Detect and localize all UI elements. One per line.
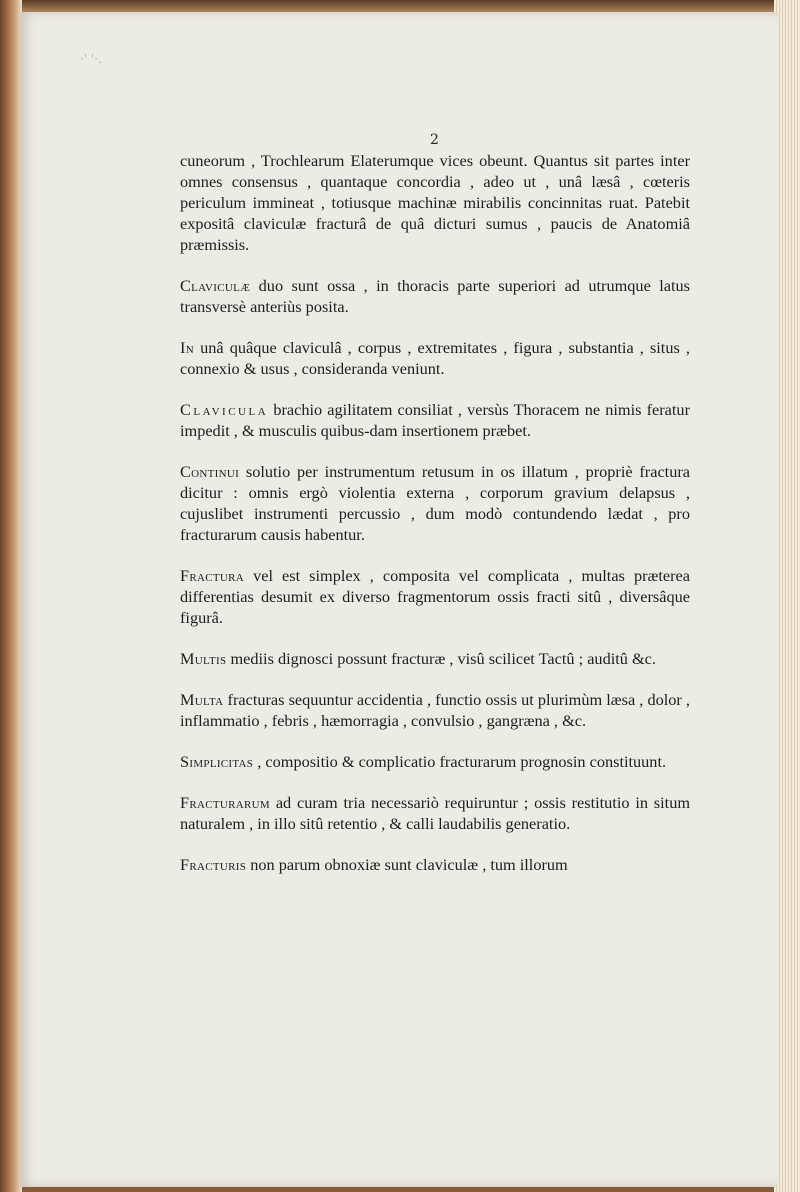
paragraph — [180, 275, 690, 317]
paragraph — [180, 689, 690, 731]
page-number: 2 — [430, 132, 439, 148]
paragraph-text: cuneorum , Trochlearum Elaterumque vices obeunt. Quantus sit partes inter omnes consensus , quantaque concordia , adeo ut , unâ læsâ , cœteris periculum immineat , totiusque machinæ mirabilis concinnitas ruat. Patebit expositâ claviculæ fracturâ de quâ dicturi sumus , paucis de Anatomiâ præmissis. — [180, 151, 690, 254]
text-body — [180, 150, 690, 895]
paragraph-lead: Simplicitas — [180, 752, 254, 771]
paragraph-text: vel est simplex , composita vel complicata , multas præterea differentias desumit ex diverso fragmentorum ossis fracti sitû , diversâque figurâ. — [180, 566, 690, 627]
paragraph — [180, 150, 690, 255]
paragraph-text: fracturas sequuntur accidentia , functio ossis ut plurimùm læsa , dolor , inflammatio , febris , hæmorragia , convulsio , gangræna , &c. — [180, 690, 690, 730]
paragraph — [180, 399, 690, 441]
paragraph-text: solutio per instrumentum retusum in os illatum , propriè fractura dicitur : omnis ergò violentia externa , corporum gravium delapsus , cujuslibet instrumenti percussio , dum modò contundendo lædat , pro fracturarum causis habentur. — [180, 462, 690, 544]
paragraph-text: , compositio & complicatio fracturarum prognosin constituunt. — [253, 752, 667, 771]
paragraph-text: ad curam tria necessariò requiruntur ; ossis restitutio in situm naturalem , in illo sitû retentio , & calli laudabilis generatio. — [180, 793, 690, 833]
paragraph-lead: In — [180, 338, 194, 357]
paragraph-lead: Fracturis — [180, 855, 247, 874]
paragraph-text: unâ quâque claviculâ , corpus , extremitates , figura , substantia , situs , connexio & usus , consideranda veniunt. — [180, 338, 690, 378]
paragraph-text: non parum obnoxiæ sunt claviculæ , tum illorum — [246, 855, 568, 874]
ink-smudge: ·' '·. — [80, 52, 102, 66]
book-gutter — [0, 0, 22, 1192]
paragraph — [180, 751, 690, 772]
paragraph-lead: Claviculæ — [180, 276, 251, 295]
paragraph-text: mediis dignosci possunt fracturæ , visû scilicet Tactû ; auditû &c. — [226, 649, 656, 668]
paragraph-lead: Multis — [180, 649, 227, 668]
paragraph-lead: Fractura — [180, 566, 245, 585]
paragraph-text: brachio agilitatem consiliat , versùs Thoracem ne nimis feratur impedit , & musculis quibus-dam insertionem præbet. — [180, 400, 690, 440]
paragraph — [180, 461, 690, 545]
paragraph-text: duo sunt ossa , in thoracis parte superiori ad utrumque latus transversè anteriùs posita. — [180, 276, 690, 316]
paragraph — [180, 792, 690, 834]
paragraph-lead: Fracturarum — [180, 793, 270, 812]
paragraph-lead: Continui — [180, 462, 240, 481]
paragraph-lead: Clavicula — [180, 400, 269, 419]
paragraph — [180, 565, 690, 628]
paragraph-lead: Multa — [180, 690, 224, 709]
paragraph — [180, 337, 690, 379]
paragraph — [180, 648, 690, 669]
paragraph — [180, 854, 690, 875]
